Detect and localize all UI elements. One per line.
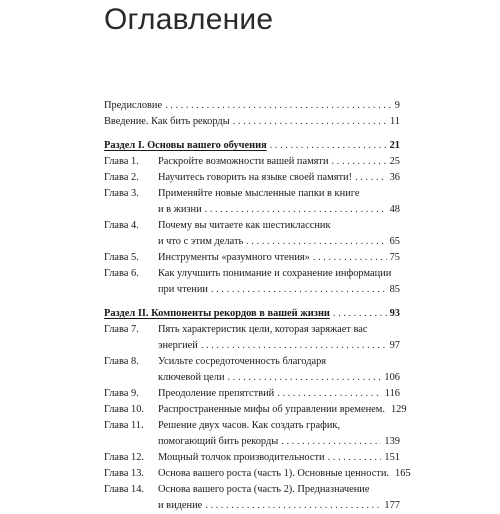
toc-entry-line [104, 138, 400, 154]
toc-entry-line [104, 322, 400, 338]
toc-chapter-label: Глава 2. [104, 172, 139, 183]
toc-page-number: 36 [389, 172, 400, 183]
toc-chapter-label: Глава 7. [104, 324, 139, 335]
toc-entry-title: Основа вашего роста (часть 1). Основные ценности. [158, 468, 390, 479]
toc-entry-title: Основа вашего роста (часть 2). Предназначение [158, 484, 370, 495]
toc-entry [104, 402, 407, 418]
toc-chapter-label: Глава 8. [104, 356, 139, 367]
dot-leader [281, 434, 381, 450]
toc-entry-line [104, 170, 400, 186]
toc-entry-title: Решение двух часов. Как создать график, [158, 420, 341, 431]
dot-leader [332, 154, 387, 170]
toc-entry-title: Предисловие [104, 100, 163, 111]
dot-leader [205, 498, 381, 514]
toc-entry-title: Почему вы читаете как шестиклассник [158, 220, 331, 231]
toc-entry-title: и что с этим делать [158, 236, 244, 247]
toc-entry-line [104, 434, 400, 450]
toc-entry [104, 450, 400, 466]
toc-page-number: 177 [384, 500, 400, 511]
toc-section-entry [104, 306, 400, 322]
toc-entry-line [104, 418, 400, 434]
toc-entry [104, 154, 400, 170]
dot-leader [233, 114, 387, 130]
toc-page-number: 151 [384, 452, 400, 463]
dot-leader [355, 170, 387, 186]
toc-entry-line [104, 282, 400, 298]
toc-entry-line [104, 450, 400, 466]
toc-entry [104, 250, 400, 266]
toc-page-number: 9 [394, 100, 400, 111]
toc-chapter-label: Глава 14. [104, 484, 144, 495]
toc-entry-line [104, 306, 400, 322]
toc-page-number: 165 [395, 468, 411, 479]
dot-leader [277, 386, 382, 402]
toc-chapter-label: Глава 9. [104, 388, 139, 399]
toc-page-number: 75 [389, 252, 400, 263]
toc-page-number: 93 [389, 308, 400, 319]
toc-entry-title: Усильте сосредоточенность благодаря [158, 356, 327, 367]
toc-entry-title: Научитесь говорить на языке своей памяти! [158, 172, 353, 183]
toc-entry-line [104, 386, 400, 402]
toc-entry-title: и видение [158, 500, 203, 511]
toc-chapter-label: Глава 4. [104, 220, 139, 231]
dot-leader [313, 250, 387, 266]
toc-entry-line [104, 186, 400, 202]
toc-chapter-label: Глава 12. [104, 452, 144, 463]
toc-entry-line [104, 466, 411, 482]
toc-entry-line [104, 266, 400, 282]
toc-entry-title: Раздел I. Основы вашего обучения [104, 140, 267, 151]
toc-entry-line [104, 402, 407, 418]
dot-leader [246, 234, 386, 250]
toc-entry-line [104, 482, 400, 498]
toc-entry-title: Введение. Как бить рекорды [104, 116, 230, 127]
toc-chapter-label: Глава 5. [104, 252, 139, 263]
toc-entry-title: Применяйте новые мысленные папки в книге [158, 188, 360, 199]
toc-page-number: 139 [384, 436, 400, 447]
toc-entry-line [104, 354, 400, 370]
toc-chapter-label: Глава 6. [104, 268, 139, 279]
dot-leader [211, 282, 387, 298]
toc-page-number: 129 [390, 404, 407, 415]
toc-entry-title: помогающий бить рекорды [158, 436, 279, 447]
toc-page-number: 25 [389, 156, 400, 167]
toc-entry-title: Раскройте возможности вашей памяти [158, 156, 329, 167]
toc-page-number: 85 [389, 284, 400, 295]
toc-entry-line [104, 370, 400, 386]
toc-entry [104, 482, 400, 514]
toc-entry-title: энергией [158, 340, 198, 351]
table-of-contents [104, 98, 411, 514]
dot-leader [333, 306, 387, 322]
toc-chapter-label: Глава 11. [104, 420, 144, 431]
dot-leader [328, 450, 382, 466]
toc-entry-title: Раздел II. Компоненты рекордов в вашей жизни [104, 308, 330, 319]
toc-entry [104, 322, 400, 354]
toc-entry-line [104, 202, 400, 218]
toc-entry-line [104, 234, 400, 250]
toc-section-entry [104, 138, 400, 154]
toc-chapter-label: Глава 13. [104, 468, 144, 479]
toc-chapter-label: Глава 3. [104, 188, 139, 199]
toc-entry-line [104, 114, 400, 130]
toc-page-number: 106 [384, 372, 400, 383]
dot-leader [165, 98, 392, 114]
dot-leader [270, 138, 387, 154]
toc-page-number: 97 [389, 340, 400, 351]
toc-entry-title: Пять характеристик цели, которая заряжает вас [158, 324, 368, 335]
dot-leader [201, 338, 387, 354]
toc-entry [104, 114, 400, 130]
toc-entry-title: Мощный толчок производительности [158, 452, 325, 463]
page-title: Оглавление [104, 3, 274, 36]
toc-entry-title: Инструменты «разумного чтения» [158, 252, 310, 263]
toc-entry-line [104, 498, 400, 514]
toc-page-number: 11 [389, 116, 400, 127]
toc-page-number: 21 [389, 140, 400, 151]
toc-entry [104, 170, 400, 186]
toc-page-number: 65 [389, 236, 400, 247]
toc-entry-title: Как улучшить понимание и сохранение информации [158, 268, 392, 279]
toc-entry [104, 418, 400, 450]
toc-entry-title: и в жизни [158, 204, 202, 215]
toc-entry-title: Распространенные мифы об управлении временем. [158, 404, 385, 415]
toc-entry-line [104, 98, 400, 114]
toc-entry [104, 386, 400, 402]
toc-chapter-label: Глава 1. [104, 156, 139, 167]
toc-page-number: 48 [389, 204, 400, 215]
toc-entry-line [104, 250, 400, 266]
toc-entry-title: ключевой цели [158, 372, 225, 383]
toc-entry [104, 98, 400, 114]
toc-entry-line [104, 218, 400, 234]
toc-entry-title: при чтении [158, 284, 208, 295]
dot-leader [228, 370, 382, 386]
dot-leader [205, 202, 387, 218]
toc-entry [104, 266, 400, 298]
toc-entry-line [104, 338, 400, 354]
toc-entry [104, 354, 400, 386]
toc-entry [104, 186, 400, 218]
toc-entry-line [104, 154, 400, 170]
toc-entry-title: Преодоление препятствий [158, 388, 275, 399]
toc-chapter-label: Глава 10. [104, 404, 144, 415]
toc-entry [104, 466, 411, 482]
toc-entry [104, 218, 400, 250]
toc-page-number: 116 [384, 388, 400, 399]
